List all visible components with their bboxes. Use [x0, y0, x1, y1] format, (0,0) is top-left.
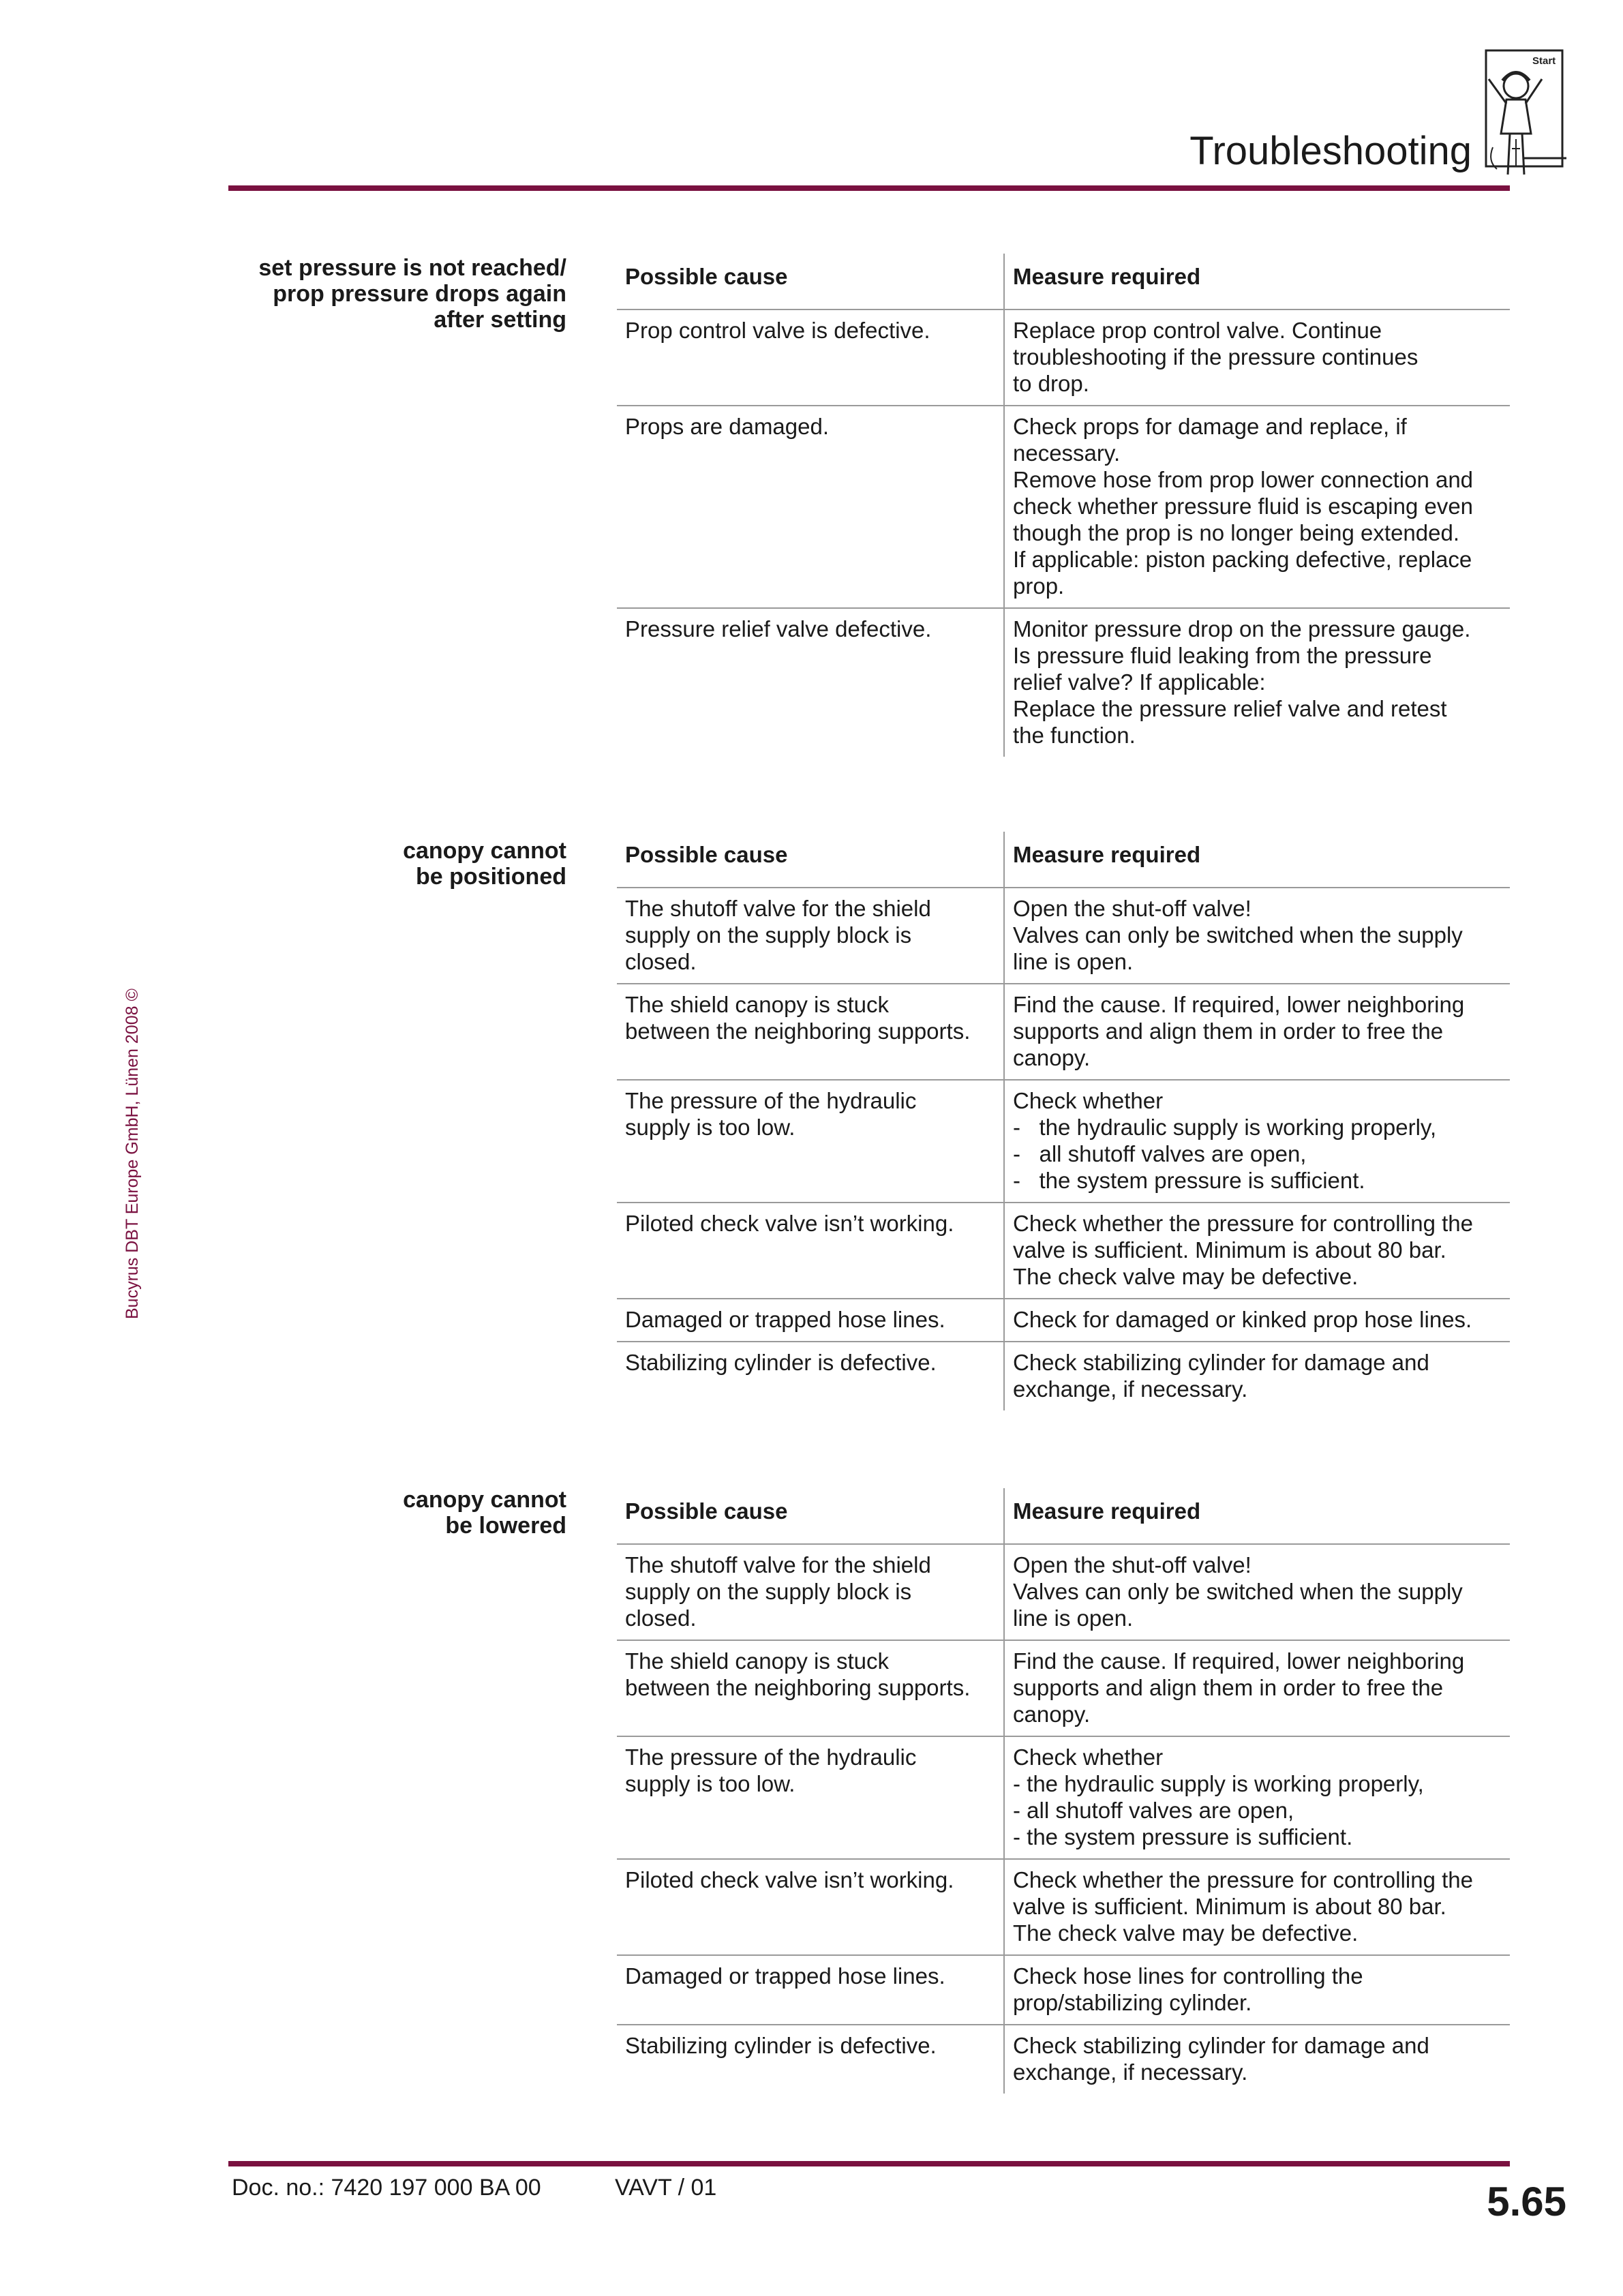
- column-header-measure-required: Measure required: [1004, 254, 1510, 309]
- column-header-measure-required: Measure required: [1004, 1488, 1510, 1544]
- measure-text-line: supports and align them in order to free the: [1013, 1018, 1444, 1044]
- cause-cell: [617, 1342, 1004, 1410]
- cause-text-line: between the neighboring supports.: [625, 1675, 971, 1700]
- measure-text-line: the function.: [1013, 723, 1136, 748]
- measure-text-line: Check whether the pressure for controlling the: [1013, 1211, 1474, 1236]
- cause-cell: [617, 2025, 1004, 2094]
- section-label: [185, 255, 566, 333]
- table-row: [617, 1640, 1510, 1736]
- measure-text-line: - the system pressure is sufficient.: [1013, 1824, 1353, 1849]
- footer-rule: [228, 2161, 1510, 2166]
- table-row: [617, 1736, 1510, 1859]
- measure-text-line: prop/stabilizing cylinder.: [1013, 1990, 1252, 2015]
- measure-text-line: exchange, if necessary.: [1013, 2059, 1248, 2085]
- measure-cell: [1004, 984, 1510, 1080]
- cause-text-line: Pressure relief valve defective.: [625, 616, 932, 641]
- section-label-line: be lowered: [445, 1513, 566, 1539]
- section-label-line: be positioned: [416, 864, 566, 890]
- cause-text-line: The shield canopy is stuck: [625, 992, 890, 1017]
- measure-text-line: Open the shut-off valve!: [1013, 896, 1252, 921]
- cause-text-line: The shield canopy is stuck: [625, 1648, 890, 1674]
- cause-text-line: Prop control valve is defective.: [625, 318, 930, 343]
- measure-text-line: relief valve? If applicable:: [1013, 669, 1266, 695]
- measure-cell: [1004, 888, 1510, 984]
- section-label-line: set pressure is not reached/: [258, 255, 566, 281]
- measure-cell: [1004, 1955, 1510, 2025]
- measure-bullet-item: - the hydraulic supply is working properly,: [1013, 1115, 1437, 1140]
- column-header-possible-cause: Possible cause: [617, 1488, 1004, 1544]
- measure-cell: [1004, 309, 1510, 406]
- section-label: [185, 1487, 566, 1539]
- measure-text-line: Check stabilizing cylinder for damage and: [1013, 2033, 1429, 2058]
- measure-text-line: Check for damaged or kinked prop hose lines.: [1013, 1307, 1472, 1332]
- cause-text-line: closed.: [625, 1605, 697, 1631]
- column-header-possible-cause: Possible cause: [617, 254, 1004, 309]
- measure-text-line: canopy.: [1013, 1702, 1091, 1727]
- measure-text-line: The check valve may be defective.: [1013, 1264, 1359, 1289]
- table-row: [617, 1342, 1510, 1410]
- measure-cell: [1004, 1859, 1510, 1955]
- measure-text-line: to drop.: [1013, 371, 1089, 396]
- measure-text-line: Check whether the pressure for controlling the: [1013, 1867, 1474, 1892]
- measure-cell: [1004, 1203, 1510, 1299]
- measure-cell: [1004, 1299, 1510, 1342]
- measure-text-line: prop.: [1013, 573, 1065, 599]
- measure-text-line: Check hose lines for controlling the: [1013, 1963, 1363, 1989]
- page-number: 5.65: [1487, 2179, 1566, 2224]
- cause-text-line: Piloted check valve isn’t working.: [625, 1867, 954, 1892]
- measure-text-line: Monitor pressure drop on the pressure gauge.: [1013, 616, 1471, 641]
- table-row: [617, 1203, 1510, 1299]
- troubleshooting-table: [617, 254, 1510, 757]
- table-row: [617, 1955, 1510, 2025]
- cause-cell: [617, 1203, 1004, 1299]
- measure-text-line: Replace the pressure relief valve and retest: [1013, 696, 1447, 721]
- cause-text-line: The shutoff valve for the shield: [625, 896, 931, 921]
- measure-text-line: exchange, if necessary.: [1013, 1376, 1248, 1402]
- cause-cell: [617, 1640, 1004, 1736]
- measure-text-line: canopy.: [1013, 1045, 1091, 1070]
- measure-cell: [1004, 608, 1510, 757]
- table-row: [617, 1544, 1510, 1640]
- table-row: [617, 1859, 1510, 1955]
- table-row: [617, 1080, 1510, 1203]
- measure-text-line: valve is sufficient. Minimum is about 80 bar.: [1013, 1894, 1446, 1919]
- cause-cell: [617, 608, 1004, 757]
- measure-text-line: check whether pressure fluid is escaping even: [1013, 494, 1474, 519]
- measure-text-line: Find the cause. If required, lower neighboring: [1013, 1648, 1465, 1674]
- cause-text-line: between the neighboring supports.: [625, 1018, 971, 1044]
- measure-text-line: Replace prop control valve. Continue: [1013, 318, 1382, 343]
- cause-text-line: supply is too low.: [625, 1115, 795, 1140]
- cause-text-line: Piloted check valve isn’t working.: [625, 1211, 954, 1236]
- measure-text-line: Valves can only be switched when the supply: [1013, 1579, 1463, 1604]
- table-header-row: [617, 254, 1510, 309]
- cause-cell: [617, 1859, 1004, 1955]
- measure-text-line: though the prop is no longer being extended.: [1013, 520, 1460, 545]
- cause-cell: [617, 1544, 1004, 1640]
- measure-text-line: valve is sufficient. Minimum is about 80 bar.: [1013, 1237, 1446, 1263]
- column-header-measure-required: Measure required: [1004, 832, 1510, 888]
- cause-text-line: supply on the supply block is: [625, 1579, 912, 1604]
- measure-text-line: Check whether: [1013, 1744, 1164, 1770]
- measure-cell: [1004, 1640, 1510, 1736]
- start-worker-icon: [1479, 45, 1568, 188]
- troubleshooting-table: [617, 832, 1510, 1410]
- measure-bullet-item: - all shutoff valves are open,: [1013, 1141, 1307, 1166]
- table-row: [617, 608, 1510, 757]
- section-label-line: canopy cannot: [403, 1487, 566, 1513]
- measure-text-line: line is open.: [1013, 949, 1134, 974]
- measure-bullet-item: - the system pressure is sufficient.: [1013, 1168, 1365, 1193]
- cause-text-line: Stabilizing cylinder is defective.: [625, 1350, 937, 1375]
- section-label-line: canopy cannot: [403, 838, 566, 864]
- cause-text-line: Damaged or trapped hose lines.: [625, 1307, 945, 1332]
- table-row: [617, 2025, 1510, 2094]
- measure-text-line: troubleshooting if the pressure continues: [1013, 344, 1419, 369]
- cause-cell: [617, 406, 1004, 608]
- cause-cell: [617, 984, 1004, 1080]
- cause-text-line: supply is too low.: [625, 1771, 795, 1796]
- measure-text-line: Valves can only be switched when the supply: [1013, 922, 1463, 948]
- measure-text-line: necessary.: [1013, 440, 1121, 466]
- table-header-row: [617, 832, 1510, 888]
- cause-text-line: Damaged or trapped hose lines.: [625, 1963, 945, 1989]
- cause-text-line: The shutoff valve for the shield: [625, 1552, 931, 1577]
- measure-cell: [1004, 1342, 1510, 1410]
- measure-cell: [1004, 1544, 1510, 1640]
- table-row: [617, 984, 1510, 1080]
- cause-text-line: Stabilizing cylinder is defective.: [625, 2033, 937, 2058]
- table-row: [617, 309, 1510, 406]
- cause-cell: [617, 888, 1004, 984]
- page-title: Troubleshooting: [1189, 129, 1472, 173]
- measure-text-line: Find the cause. If required, lower neighboring: [1013, 992, 1465, 1017]
- measure-cell: [1004, 1736, 1510, 1859]
- measure-text-line: Check props for damage and replace, if: [1013, 414, 1407, 439]
- table-header-row: [617, 1488, 1510, 1544]
- troubleshooting-table: [617, 1488, 1510, 2094]
- measure-text-line: - all shutoff valves are open,: [1013, 1798, 1294, 1823]
- cause-text-line: The pressure of the hydraulic: [625, 1744, 917, 1770]
- measure-cell: [1004, 1080, 1510, 1203]
- measure-text-line: - the hydraulic supply is working properly,: [1013, 1771, 1424, 1796]
- cause-text-line: supply on the supply block is: [625, 922, 912, 948]
- cause-text-line: Props are damaged.: [625, 414, 830, 439]
- cause-text-line: closed.: [625, 949, 697, 974]
- header-rule: [228, 185, 1510, 191]
- section-label: [185, 838, 566, 890]
- copyright-text: Bucyrus DBT Europe GmbH, Lünen 2008 ©: [123, 988, 142, 1319]
- cause-cell: [617, 1736, 1004, 1859]
- cause-cell: [617, 309, 1004, 406]
- cause-text-line: The pressure of the hydraulic: [625, 1088, 917, 1113]
- measure-text-line: supports and align them in order to free the: [1013, 1675, 1444, 1700]
- measure-text-line: If applicable: piston packing defective, replace: [1013, 547, 1472, 572]
- table-row: [617, 1299, 1510, 1342]
- document-number: Doc. no.: 7420 197 000 BA 00: [232, 2175, 541, 2201]
- measure-text-line: Remove hose from prop lower connection and: [1013, 467, 1474, 492]
- measure-text-line: Check whether: [1013, 1088, 1164, 1113]
- measure-text-line: The check valve may be defective.: [1013, 1920, 1359, 1946]
- section-label-line: prop pressure drops again: [273, 281, 566, 307]
- cause-cell: [617, 1955, 1004, 2025]
- measure-text-line: Is pressure fluid leaking from the pressure: [1013, 643, 1432, 668]
- measure-cell: [1004, 406, 1510, 608]
- measure-cell: [1004, 2025, 1510, 2094]
- measure-text-line: Open the shut-off valve!: [1013, 1552, 1252, 1577]
- start-label: Start: [1532, 55, 1556, 67]
- section-label-line: after setting: [434, 307, 566, 333]
- table-row: [617, 406, 1510, 608]
- table-row: [617, 888, 1510, 984]
- cause-cell: [617, 1080, 1004, 1203]
- column-header-possible-cause: Possible cause: [617, 832, 1004, 888]
- cause-cell: [617, 1299, 1004, 1342]
- document-revision: VAVT / 01: [615, 2175, 717, 2201]
- measure-text-line: Check stabilizing cylinder for damage and: [1013, 1350, 1429, 1375]
- measure-text-line: line is open.: [1013, 1605, 1134, 1631]
